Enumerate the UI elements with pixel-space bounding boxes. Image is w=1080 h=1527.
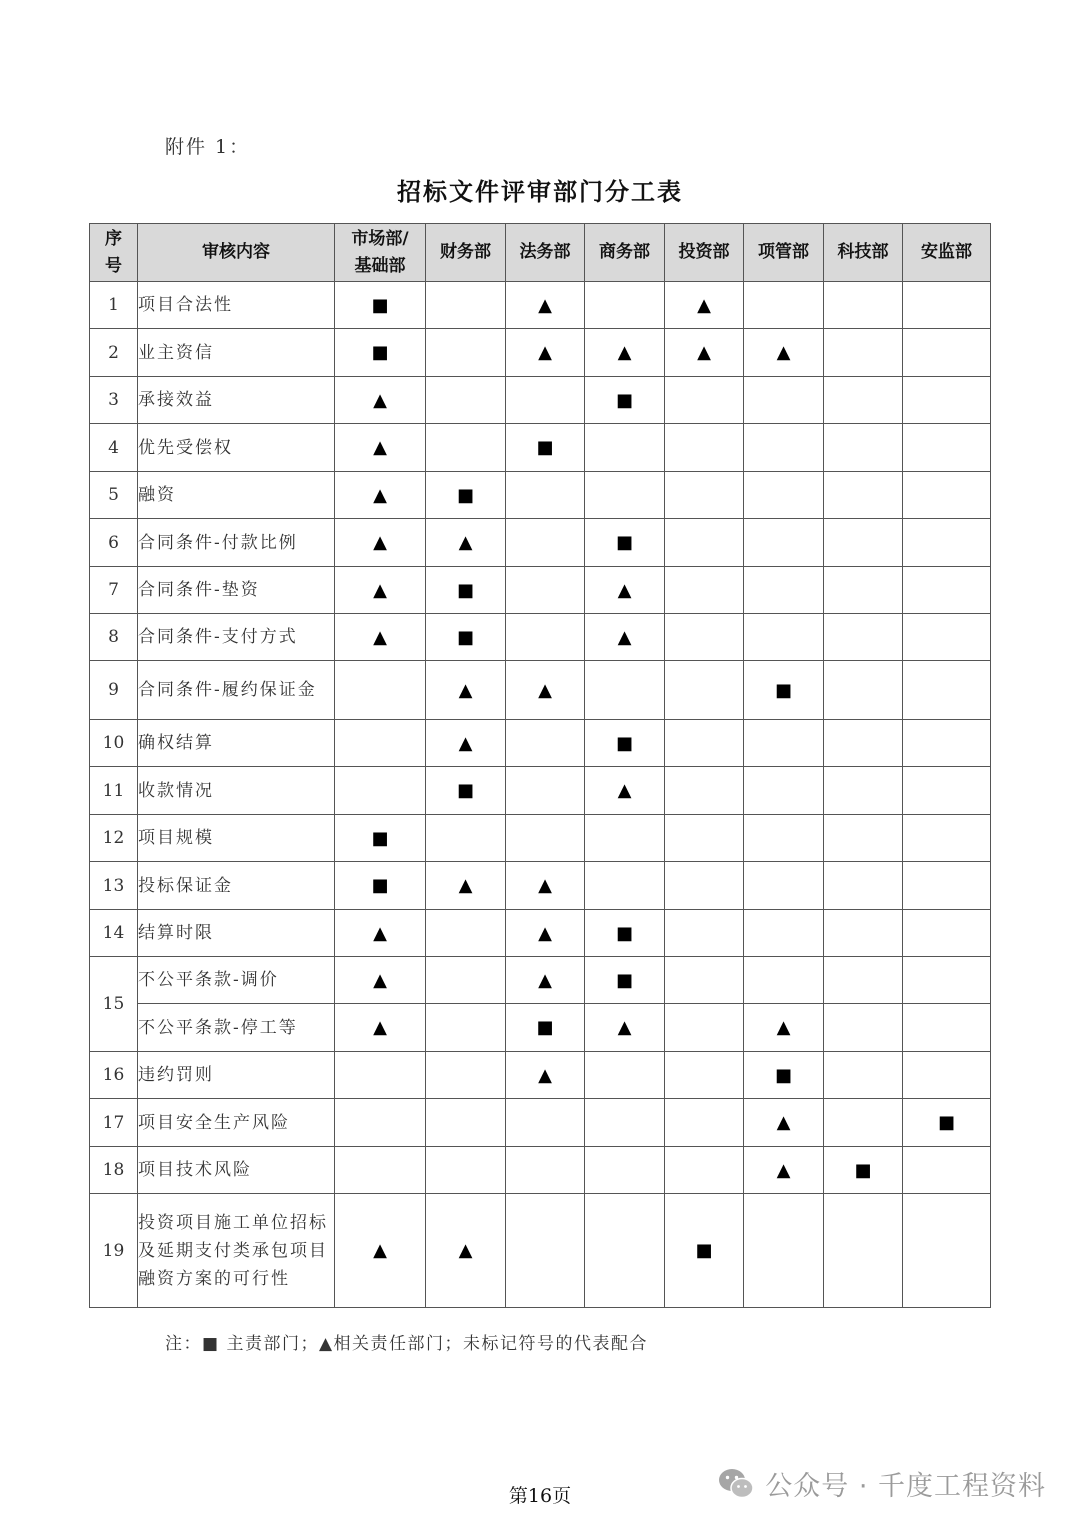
- table-row: [90, 377, 991, 424]
- table-row: [90, 1004, 991, 1052]
- header-dept-market-line-1: 市场部/: [351, 228, 409, 249]
- primary-responsibility-mark: ■: [371, 827, 389, 849]
- primary-responsibility-mark: ■: [456, 780, 474, 801]
- assignment-cell: [744, 720, 824, 767]
- review-content: 合同条件-付款比例: [138, 519, 335, 567]
- primary-responsibility-mark: ■: [615, 922, 633, 944]
- review-content: 业主资信: [138, 329, 335, 377]
- assignment-cell: [585, 910, 665, 957]
- assignment-cell: [335, 329, 426, 377]
- table-row: [90, 282, 991, 329]
- assignment-cell: [506, 910, 585, 957]
- assignment-cell: [506, 424, 585, 472]
- assignment-cell: [744, 424, 824, 472]
- assignment-cell: [585, 1052, 665, 1099]
- assignment-cell: [585, 519, 665, 567]
- assignment-cell: [665, 1004, 744, 1052]
- assignment-cell: [903, 614, 991, 661]
- assignment-cell: [585, 1147, 665, 1194]
- assignment-cell: [585, 957, 665, 1004]
- assignment-cell: [744, 282, 824, 329]
- row-number: 3: [90, 377, 138, 424]
- table-row: [90, 910, 991, 957]
- assignment-cell: [506, 1194, 585, 1308]
- assignment-cell: [506, 1147, 585, 1194]
- assignment-cell: [506, 957, 585, 1004]
- assignment-cell: [426, 1052, 506, 1099]
- related-responsibility-mark: ▲: [458, 875, 473, 896]
- assignment-cell: [335, 567, 426, 614]
- assignment-cell: [665, 661, 744, 720]
- table-row: [90, 815, 991, 862]
- assignment-cell: [335, 910, 426, 957]
- primary-responsibility-mark: ■: [456, 484, 474, 506]
- attachment-label: 附件 1：: [165, 136, 251, 158]
- primary-responsibility-mark: ■: [615, 389, 633, 411]
- review-content: 合同条件-履约保证金: [138, 661, 335, 720]
- table-row: [90, 767, 991, 815]
- review-content: 违约罚则: [138, 1052, 335, 1099]
- assignment-cell: [744, 1147, 824, 1194]
- review-content: 项目技术风险: [138, 1147, 335, 1194]
- department-assignment-table: [89, 223, 991, 1308]
- primary-responsibility-mark: ■: [937, 1112, 955, 1133]
- assignment-cell: [903, 567, 991, 614]
- related-responsibility-mark: ▲: [617, 579, 632, 601]
- row-number: 11: [90, 767, 138, 815]
- assignment-cell: [903, 519, 991, 567]
- table-row: [90, 1147, 991, 1194]
- assignment-cell: [744, 767, 824, 815]
- primary-responsibility-mark: ■: [854, 1159, 872, 1181]
- header-dept-finance: 财务部: [426, 224, 506, 282]
- assignment-cell: [903, 1194, 991, 1308]
- assignment-cell: [903, 424, 991, 472]
- assignment-cell: [824, 567, 903, 614]
- assignment-cell: [426, 720, 506, 767]
- assignment-cell: [824, 519, 903, 567]
- assignment-cell: [744, 1004, 824, 1052]
- table-row: [90, 614, 991, 661]
- assignment-cell: [903, 815, 991, 862]
- row-number: 2: [90, 329, 138, 377]
- wechat-icon: [717, 1467, 755, 1501]
- assignment-cell: [824, 1147, 903, 1194]
- assignment-cell: [903, 1052, 991, 1099]
- review-content: 合同条件-垫资: [138, 567, 335, 614]
- review-content: 项目安全生产风险: [138, 1099, 335, 1147]
- assignment-cell: [426, 1004, 506, 1052]
- assignment-cell: [824, 377, 903, 424]
- related-responsibility-mark: ▲: [458, 1240, 473, 1261]
- assignment-cell: [903, 957, 991, 1004]
- row-number: 18: [90, 1147, 138, 1194]
- assignment-cell: [506, 282, 585, 329]
- primary-responsibility-mark: ■: [456, 579, 474, 601]
- assignment-cell: [585, 1099, 665, 1147]
- assignment-cell: [426, 329, 506, 377]
- assignment-cell: [665, 424, 744, 472]
- assignment-cell: [426, 815, 506, 862]
- watermark-text: 公众号 · 千度工程资料: [765, 1471, 1046, 1502]
- row-number: 8: [90, 614, 138, 661]
- assignment-cell: [426, 1099, 506, 1147]
- assignment-cell: [426, 957, 506, 1004]
- primary-responsibility-mark: ■: [615, 532, 633, 553]
- row-number: 9: [90, 661, 138, 720]
- header-dept-project-mgmt: 项管部: [744, 224, 824, 282]
- assignment-cell: [903, 1004, 991, 1052]
- table-row: [90, 957, 991, 1004]
- table-row: [90, 1099, 991, 1147]
- header-dept-market: [335, 224, 426, 282]
- header-seq: [90, 224, 138, 282]
- review-content: 项目合法性: [138, 282, 335, 329]
- assignment-cell: [335, 424, 426, 472]
- assignment-cell: [824, 661, 903, 720]
- assignment-cell: [824, 957, 903, 1004]
- assignment-cell: [903, 282, 991, 329]
- assignment-cell: [335, 1194, 426, 1308]
- header-dept-business: 商务部: [585, 224, 665, 282]
- assignment-cell: [824, 1194, 903, 1308]
- assignment-cell: [335, 661, 426, 720]
- row-number: 4: [90, 424, 138, 472]
- assignment-cell: [426, 862, 506, 910]
- assignment-cell: [665, 815, 744, 862]
- related-responsibility-mark: ▲: [373, 1240, 387, 1261]
- related-responsibility-mark: ▲: [776, 1112, 791, 1133]
- assignment-cell: [506, 661, 585, 720]
- assignment-cell: [506, 815, 585, 862]
- assignment-cell: [506, 377, 585, 424]
- assignment-cell: [903, 862, 991, 910]
- assignment-cell: [585, 614, 665, 661]
- assignment-cell: [506, 1052, 585, 1099]
- assignment-cell: [585, 424, 665, 472]
- related-responsibility-mark: ▲: [538, 679, 552, 701]
- table-row: [90, 1194, 991, 1308]
- assignment-cell: [744, 377, 824, 424]
- table-row: [90, 472, 991, 519]
- assignment-cell: [665, 910, 744, 957]
- assignment-cell: [426, 1147, 506, 1194]
- assignment-cell: [585, 377, 665, 424]
- assignment-cell: [903, 720, 991, 767]
- assignment-cell: [824, 910, 903, 957]
- related-responsibility-mark: ▲: [697, 294, 711, 316]
- related-responsibility-mark: ▲: [538, 922, 552, 944]
- table-row: [90, 424, 991, 472]
- primary-responsibility-mark: ■: [615, 969, 633, 991]
- row-number: 13: [90, 862, 138, 910]
- assignment-cell: [665, 720, 744, 767]
- related-responsibility-mark: ▲: [776, 1017, 791, 1038]
- assignment-cell: [665, 1194, 744, 1308]
- assignment-cell: [585, 1004, 665, 1052]
- primary-responsibility-mark: ■: [456, 626, 474, 648]
- primary-responsibility-mark: ■: [536, 1017, 554, 1038]
- review-content: 确权结算: [138, 720, 335, 767]
- related-responsibility-mark: ▲: [776, 1159, 791, 1181]
- assignment-cell: [665, 567, 744, 614]
- table-row: [90, 519, 991, 567]
- table-header-row: [90, 224, 991, 282]
- row-number: 19: [90, 1194, 138, 1308]
- related-responsibility-mark: ▲: [458, 732, 473, 754]
- related-responsibility-mark: ▲: [617, 342, 632, 363]
- watermark: [717, 1464, 1046, 1503]
- assignment-cell: [744, 1099, 824, 1147]
- assignment-cell: [506, 862, 585, 910]
- table-row: [90, 329, 991, 377]
- row-number: 17: [90, 1099, 138, 1147]
- row-number: 12: [90, 815, 138, 862]
- assignment-cell: [665, 282, 744, 329]
- row-number: 14: [90, 910, 138, 957]
- primary-responsibility-mark: ■: [774, 1064, 792, 1086]
- header-dept-technology: 科技部: [824, 224, 903, 282]
- assignment-cell: [744, 815, 824, 862]
- related-responsibility-mark: ▲: [458, 532, 473, 553]
- assignment-cell: [426, 661, 506, 720]
- assignment-cell: [585, 329, 665, 377]
- review-content: 优先受偿权: [138, 424, 335, 472]
- assignment-cell: [506, 519, 585, 567]
- primary-responsibility-mark: ■: [615, 732, 633, 754]
- assignment-cell: [335, 815, 426, 862]
- assignment-cell: [426, 1194, 506, 1308]
- assignment-cell: [665, 472, 744, 519]
- review-content: 承接效益: [138, 377, 335, 424]
- row-number: 15: [90, 957, 138, 1052]
- related-responsibility-mark: ▲: [776, 342, 791, 363]
- header-dept-market-line-2: 基础部: [354, 255, 406, 276]
- row-number: 1: [90, 282, 138, 329]
- assignment-cell: [335, 519, 426, 567]
- table-row: [90, 567, 991, 614]
- assignment-cell: [824, 424, 903, 472]
- primary-responsibility-mark: ■: [371, 875, 389, 896]
- assignment-cell: [426, 519, 506, 567]
- review-content: 不公平条款-调价: [138, 957, 335, 1004]
- assignment-cell: [506, 720, 585, 767]
- table-row: [90, 720, 991, 767]
- assignment-cell: [665, 1099, 744, 1147]
- assignment-cell: [335, 1052, 426, 1099]
- related-responsibility-mark: ▲: [617, 626, 632, 648]
- assignment-cell: [426, 377, 506, 424]
- header-dept-investment: 投资部: [665, 224, 744, 282]
- related-responsibility-mark: ▲: [538, 294, 552, 316]
- assignment-cell: [903, 1099, 991, 1147]
- related-responsibility-mark: ▲: [538, 875, 552, 896]
- assignment-cell: [744, 910, 824, 957]
- assignment-cell: [744, 567, 824, 614]
- primary-responsibility-mark: ■: [774, 679, 792, 701]
- assignment-cell: [824, 767, 903, 815]
- assignment-cell: [585, 661, 665, 720]
- review-content: 融资: [138, 472, 335, 519]
- assignment-cell: [506, 472, 585, 519]
- assignment-cell: [335, 472, 426, 519]
- row-number: 6: [90, 519, 138, 567]
- assignment-cell: [903, 767, 991, 815]
- related-responsibility-mark: ▲: [373, 626, 387, 648]
- related-responsibility-mark: ▲: [617, 1017, 632, 1038]
- assignment-cell: [903, 329, 991, 377]
- assignment-cell: [506, 1004, 585, 1052]
- related-responsibility-mark: ▲: [538, 969, 552, 991]
- assignment-cell: [744, 661, 824, 720]
- header-dept-legal: 法务部: [506, 224, 585, 282]
- assignment-cell: [426, 424, 506, 472]
- assignment-cell: [335, 1099, 426, 1147]
- header-seq-line-2: 号: [105, 255, 122, 276]
- primary-responsibility-mark: ■: [695, 1240, 713, 1261]
- assignment-cell: [744, 519, 824, 567]
- assignment-cell: [506, 767, 585, 815]
- assignment-cell: [903, 1147, 991, 1194]
- row-number: 16: [90, 1052, 138, 1099]
- related-responsibility-mark: ▲: [373, 922, 387, 944]
- assignment-cell: [585, 767, 665, 815]
- assignment-cell: [824, 815, 903, 862]
- assignment-cell: [744, 1052, 824, 1099]
- assignment-cell: [665, 862, 744, 910]
- assignment-cell: [585, 282, 665, 329]
- assignment-cell: [903, 661, 991, 720]
- assignment-cell: [426, 614, 506, 661]
- assignment-cell: [585, 815, 665, 862]
- assignment-cell: [426, 767, 506, 815]
- assignment-cell: [585, 1194, 665, 1308]
- assignment-cell: [824, 720, 903, 767]
- table-row: [90, 661, 991, 720]
- assignment-cell: [824, 1099, 903, 1147]
- review-content: 不公平条款-停工等: [138, 1004, 335, 1052]
- primary-responsibility-mark: ■: [371, 294, 389, 316]
- assignment-cell: [426, 910, 506, 957]
- assignment-cell: [903, 910, 991, 957]
- row-number: 5: [90, 472, 138, 519]
- assignment-cell: [585, 862, 665, 910]
- assignment-cell: [824, 472, 903, 519]
- assignment-cell: [335, 862, 426, 910]
- assignment-cell: [903, 377, 991, 424]
- assignment-cell: [665, 329, 744, 377]
- assignment-cell: [335, 957, 426, 1004]
- related-responsibility-mark: ▲: [373, 969, 387, 991]
- assignment-cell: [335, 282, 426, 329]
- assignment-cell: [744, 614, 824, 661]
- row-number: 10: [90, 720, 138, 767]
- review-content: 收款情况: [138, 767, 335, 815]
- related-responsibility-mark: ▲: [373, 1017, 387, 1038]
- assignment-cell: [335, 1004, 426, 1052]
- assignment-cell: [426, 282, 506, 329]
- assignment-cell: [426, 472, 506, 519]
- assignment-cell: [426, 567, 506, 614]
- review-content: 投资项目施工单位招标及延期支付类承包项目融资方案的可行性: [138, 1194, 335, 1308]
- primary-responsibility-mark: ■: [371, 342, 389, 363]
- assignment-cell: [824, 1004, 903, 1052]
- assignment-cell: [665, 767, 744, 815]
- assignment-cell: [335, 377, 426, 424]
- related-responsibility-mark: ▲: [617, 780, 632, 801]
- assignment-cell: [824, 329, 903, 377]
- table-body: [90, 282, 991, 1308]
- header-content: 审核内容: [138, 224, 335, 282]
- assignment-cell: [665, 1052, 744, 1099]
- assignment-cell: [824, 1052, 903, 1099]
- related-responsibility-mark: ▲: [697, 342, 711, 363]
- assignment-cell: [665, 614, 744, 661]
- assignment-cell: [335, 767, 426, 815]
- assignment-cell: [506, 329, 585, 377]
- assignment-cell: [824, 862, 903, 910]
- primary-responsibility-mark: ■: [536, 437, 554, 458]
- legend-note: 注：■ 主责部门；▲相关责任部门；未标记符号的代表配合: [165, 1334, 649, 1354]
- assignment-cell: [665, 377, 744, 424]
- review-content: 投标保证金: [138, 862, 335, 910]
- assignment-cell: [506, 614, 585, 661]
- related-responsibility-mark: ▲: [373, 389, 387, 411]
- assignment-cell: [903, 472, 991, 519]
- assignment-cell: [744, 329, 824, 377]
- review-content: 结算时限: [138, 910, 335, 957]
- assignment-cell: [744, 862, 824, 910]
- table-row: [90, 1052, 991, 1099]
- review-content: 项目规模: [138, 815, 335, 862]
- assignment-cell: [824, 282, 903, 329]
- table-row: [90, 862, 991, 910]
- related-responsibility-mark: ▲: [373, 532, 387, 553]
- header-seq-line-1: 序: [105, 228, 122, 249]
- document-title: 招标文件评审部门分工表: [397, 177, 683, 206]
- row-number: 7: [90, 567, 138, 614]
- assignment-cell: [744, 1194, 824, 1308]
- assignment-cell: [335, 614, 426, 661]
- assignment-cell: [506, 567, 585, 614]
- assignment-cell: [506, 1099, 585, 1147]
- page-number: 第16页: [508, 1485, 572, 1507]
- assignment-cell: [585, 472, 665, 519]
- related-responsibility-mark: ▲: [373, 484, 387, 506]
- assignment-cell: [335, 720, 426, 767]
- assignment-cell: [665, 957, 744, 1004]
- related-responsibility-mark: ▲: [538, 1064, 552, 1086]
- related-responsibility-mark: ▲: [373, 437, 387, 458]
- assignment-cell: [744, 472, 824, 519]
- assignment-cell: [824, 614, 903, 661]
- related-responsibility-mark: ▲: [458, 679, 473, 701]
- header-dept-safety: 安监部: [903, 224, 991, 282]
- assignment-cell: [585, 720, 665, 767]
- review-content: 合同条件-支付方式: [138, 614, 335, 661]
- related-responsibility-mark: ▲: [538, 342, 552, 363]
- assignment-cell: [335, 1147, 426, 1194]
- assignment-cell: [665, 1147, 744, 1194]
- assignment-cell: [665, 519, 744, 567]
- related-responsibility-mark: ▲: [373, 579, 387, 601]
- assignment-cell: [585, 567, 665, 614]
- assignment-cell: [744, 957, 824, 1004]
